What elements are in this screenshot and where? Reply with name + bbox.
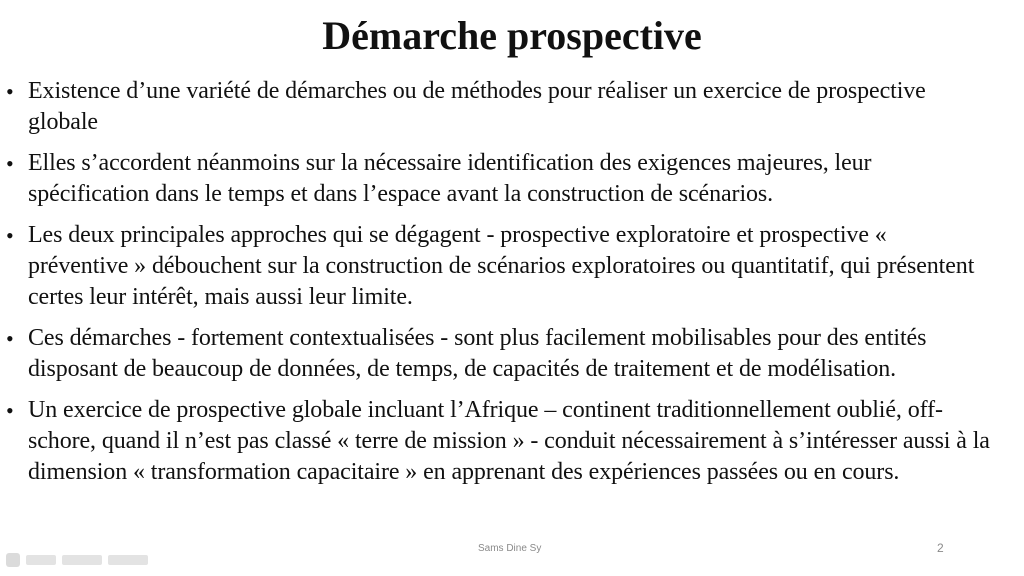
slide-title: Démarche prospective	[322, 13, 702, 58]
bullet-text: Existence d’une variété de démarches ou de méthodes pour réaliser un exercice de prospective globale	[28, 78, 926, 135]
bullet-marker: •	[6, 398, 14, 423]
bullet-list	[0, 76, 1024, 498]
bullet-item	[0, 323, 990, 385]
bullet-text: Ces démarches - fortement contextualisées - sont plus facilement mobilisables pour des entités disposant de beaucoup de données, de temps, de capacités de traitement et de modélisation.	[28, 325, 927, 382]
bullet-item	[0, 148, 990, 210]
bullet-marker: •	[6, 223, 14, 248]
watermark-logo	[4, 549, 154, 571]
page-number: 2	[937, 541, 944, 555]
footer-author: Sams Dine Sy	[478, 543, 542, 554]
bullet-marker: •	[6, 79, 14, 104]
bullet-item	[0, 220, 990, 313]
bullet-marker: •	[6, 326, 14, 351]
bullet-text: Un exercice de prospective globale incluant l’Afrique – continent traditionnellement oublié, off-schore, quand il n’est pas classé « terre de mission » - conduit nécessairement à s’intéresser aussi à la dimension « transformation capacitaire » en apprenant des expériences passées ou en cours.	[28, 397, 990, 485]
bullet-item	[0, 395, 990, 488]
bullet-item	[0, 76, 990, 138]
bullet-marker: •	[6, 151, 14, 176]
bullet-text: Les deux principales approches qui se dégagent - prospective exploratoire et prospective « préventive » débouchent sur la construction de scénarios exploratoires ou quantitatif, qui présentent certes leur intérêt, mais aussi leur limite.	[28, 222, 975, 310]
bullet-text: Elles s’accordent néanmoins sur la nécessaire identification des exigences majeures, leur spécification dans le temps et dans l’espace avant la construction de scénarios.	[28, 150, 872, 207]
